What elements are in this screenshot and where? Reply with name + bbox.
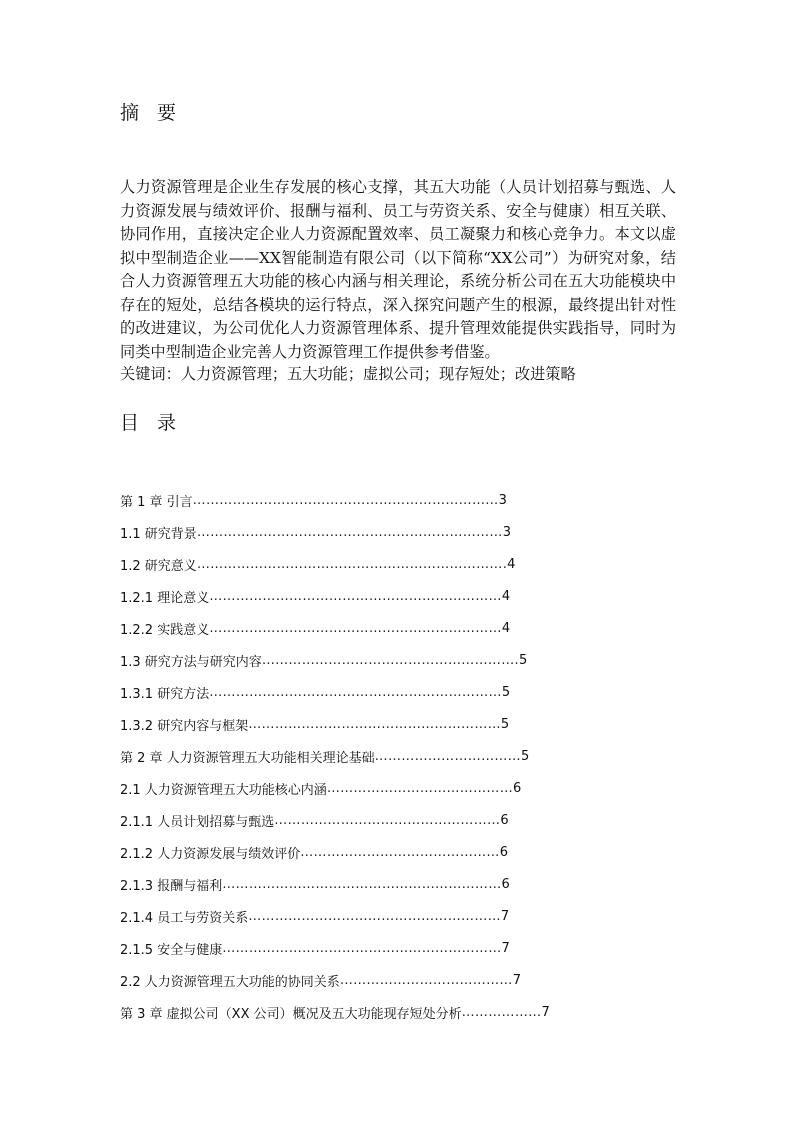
toc-entry-title: 1.3.2 研究内容与框架 (120, 718, 249, 734)
toc-entry-title: 1.3.1 研究方法 (120, 686, 210, 702)
toc-leader-dots: ………………………………………………………… (209, 620, 502, 636)
toc-heading: 目 录 (120, 412, 183, 434)
toc-entry[interactable] (120, 484, 620, 516)
toc-entry[interactable] (120, 836, 620, 868)
toc-page-number: 7 (501, 940, 510, 956)
toc-leader-dots: …………………………………………………………… (196, 524, 503, 540)
toc-page-number: 5 (501, 684, 511, 700)
toc-entry-title: 第 2 章 人力资源管理五大功能相关理论基础 (120, 750, 375, 766)
toc-entry[interactable] (120, 772, 620, 804)
toc-entry[interactable] (120, 644, 620, 676)
toc-entry-title: 1.2.1 理论意义 (120, 590, 210, 606)
toc-entry-title: 1.1 研究背景 (120, 526, 197, 542)
toc-leader-dots: …………………………………………………. (261, 652, 519, 668)
toc-entry[interactable] (120, 548, 620, 580)
toc-leader-dots: ……………………………………………………… (222, 940, 502, 956)
toc-leader-dots: ………………………………………………… (248, 716, 501, 732)
table-of-contents (120, 484, 620, 1028)
toc-page-number: 6 (499, 844, 508, 860)
toc-leader-dots: ………………………………… (339, 972, 513, 988)
toc-leader-dots: ……………… (461, 1004, 542, 1020)
toc-entry[interactable] (120, 996, 620, 1028)
toc-entry[interactable] (120, 932, 620, 964)
toc-entry[interactable] (120, 900, 620, 932)
toc-page-number: 5 (518, 652, 528, 668)
toc-leader-dots: ………………………………………………………… (209, 684, 502, 700)
toc-page-number: 7 (541, 1004, 550, 1020)
toc-leader-dots: …………………………………………………………… (192, 492, 499, 508)
toc-entry[interactable] (120, 708, 620, 740)
toc-entry[interactable] (120, 676, 620, 708)
toc-leader-dots: …………………………… (374, 748, 521, 764)
abstract-body: 人力资源管理是企业生存发展的核心支撑，其五大功能（人员计划招募与甄选、人力资源发展与绩效评价、报酬与福利、员工与劳资关系、安全与健康）相互关联、协同作用，直接决定企业人力资源配置效率、员工凝聚力和核心竞争力。本文以虚拟中型制造企业——XX智能制造有限公司（以下简称“XX公司”）为研究对象，结合人力资源管理五大功能的核心内涵与相关理论，系统分析公司在五大功能模块中存在的短处，总结各模块的运行特点，深入探究问题产生的根源，最终提出针对性的改进建议，为公司优化人力资源管理体系、提升管理效能提供实践指导，同时为同类中型制造企业完善人力资源管理工作提供参考借鉴。 (120, 178, 676, 361)
keywords-line: 关键词：人力资源管理；五大功能；虚拟公司；现存短处；改进策略 (120, 365, 576, 383)
toc-entry[interactable] (120, 612, 620, 644)
toc-page-number: 6 (513, 780, 522, 796)
toc-entry-title: 2.1.2 人力资源发展与绩效评价 (120, 846, 301, 862)
toc-entry-title: 2.1.5 安全与健康 (120, 942, 223, 958)
toc-leader-dots: ………………………………………………………… (209, 588, 502, 604)
toc-leader-dots: ……………………………………… (300, 844, 500, 860)
toc-entry[interactable] (120, 964, 620, 996)
toc-entry-title: 2.1.4 员工与劳资关系 (120, 910, 249, 926)
toc-entry-title: 2.1.3 报酬与福利 (120, 878, 223, 894)
toc-entry-title: 1.2 研究意义 (120, 558, 197, 574)
toc-leader-dots: ……………………………………………………… (222, 876, 502, 892)
toc-page-number: 7 (512, 972, 521, 988)
toc-entry-title: 2.2 人力资源管理五大功能的协同关系 (120, 974, 340, 990)
toc-entry-title: 第 3 章 虚拟公司（XX 公司）概况及五大功能现存短处分析 (120, 1006, 462, 1022)
toc-page-number: 4 (507, 556, 516, 572)
toc-entry-title: 2.1 人力资源管理五大功能核心内涵 (120, 782, 327, 798)
toc-entry-title: 第 1 章 引言 (120, 494, 193, 510)
toc-page-number: 6 (501, 876, 510, 892)
abstract-heading: 摘 要 (120, 102, 183, 124)
toc-entry[interactable] (120, 740, 620, 772)
toc-page-number: 5 (520, 748, 530, 764)
toc-page-number: 4 (501, 620, 511, 636)
toc-entry[interactable] (120, 804, 620, 836)
toc-entry[interactable] (120, 516, 620, 548)
toc-leader-dots: …………………………………… (326, 780, 514, 796)
toc-page-number: 7 (500, 908, 510, 924)
toc-entry[interactable] (120, 868, 620, 900)
toc-page-number: 5 (500, 716, 510, 732)
toc-entry-title: 2.1.1 人员计划招募与甄选 (120, 814, 275, 830)
toc-page-number: 3 (498, 492, 507, 508)
toc-entry-title: 1.2.2 实践意义 (120, 622, 210, 638)
toc-leader-dots: …………………………………………… (274, 812, 501, 828)
toc-entry[interactable] (120, 580, 620, 612)
toc-page-number: 4 (501, 588, 511, 604)
toc-entry-title: 1.3 研究方法与研究内容 (120, 654, 262, 670)
toc-page-number: 6 (500, 812, 509, 828)
toc-leader-dots: ……………………………………………………………. (196, 556, 508, 572)
toc-page-number: 3 (502, 524, 511, 540)
toc-leader-dots: ………………………………………………… (248, 908, 501, 924)
